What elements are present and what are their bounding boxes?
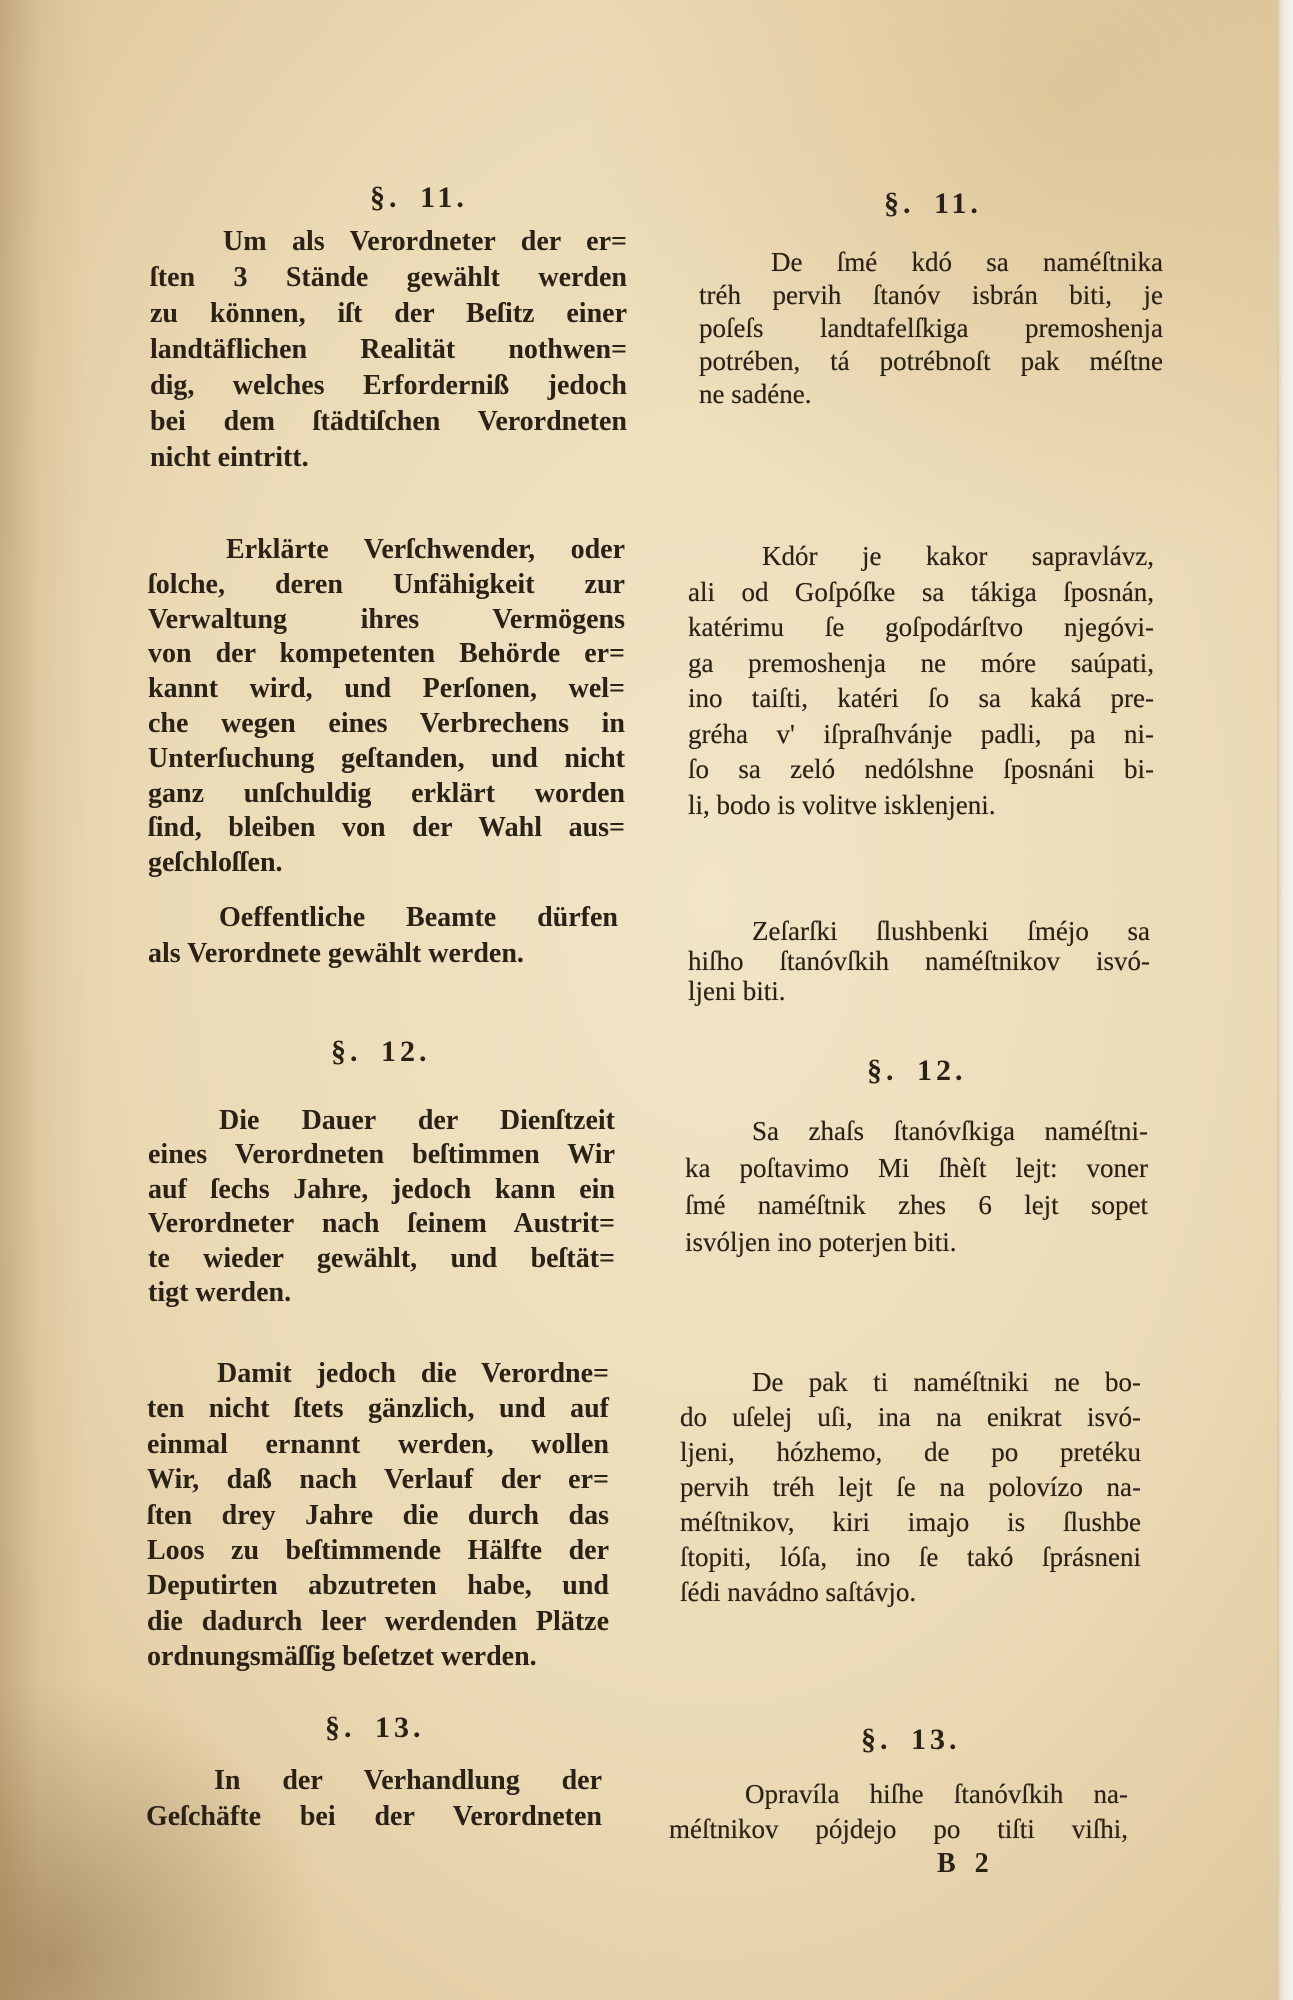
text-line: als Verordnete gewählt werden.: [148, 938, 524, 969]
text-line: ga premoshenja ne móre saúpati,: [688, 647, 1154, 678]
section-heading: §. 13.: [325, 1711, 425, 1744]
text-line: eines Verordneten beſtimmen Wir: [148, 1139, 615, 1171]
text-line: ten nicht ſtets gänzlich, und auf: [147, 1393, 609, 1425]
section-heading: §. 13.: [861, 1723, 961, 1756]
signature-mark: B 2: [937, 1848, 995, 1879]
text-line: pervih tréh lejt ſe na polovízo na-: [680, 1472, 1141, 1502]
text-line: ſind, bleiben von der Wahl aus=: [148, 812, 625, 844]
text-line: Die Dauer der Dienſtzeit: [219, 1105, 615, 1136]
paragraph: [147, 1356, 609, 1675]
text-line: geſchloſſen.: [148, 847, 283, 879]
section-heading: §. 12.: [331, 1035, 431, 1068]
text-line: isvóljen ino poterjen biti.: [685, 1227, 957, 1257]
text-line: ſédi navádno saſtávjo.: [680, 1577, 917, 1607]
paragraph: [148, 900, 618, 972]
text-line: ſmé naméſtnik zhes 6 lejt sopet: [685, 1190, 1148, 1220]
text-line: Damit jedoch die Verordne=: [217, 1358, 609, 1389]
text-line: einmal ernannt werden, wollen: [147, 1428, 609, 1460]
text-line: poſeſs landtafelſkiga premoshenja: [699, 313, 1163, 343]
text-line: potrében, tá potrébnoſt pak méſtne: [699, 346, 1163, 376]
paragraph: [699, 246, 1163, 411]
page-edge: [1277, 0, 1293, 2000]
text-line: ſtopiti, lóſa, ino ſe takó ſprásneni: [680, 1542, 1141, 1572]
text-line: Opravíla hiſhe ſtanóvſkih na-: [745, 1779, 1128, 1809]
section-heading: §. 11.: [370, 181, 468, 214]
text-line: Loos zu beſtimmende Hälfte der: [147, 1534, 609, 1566]
text-line: che wegen eines Verbrechens in: [148, 707, 625, 739]
text-line: ljeni, hózhemo, de po pretéku: [680, 1437, 1141, 1467]
text-line: ne sadéne.: [699, 379, 812, 409]
text-line: In der Verhandlung der: [214, 1765, 602, 1796]
text-line: dig, welches Erforderniß jedoch: [150, 370, 627, 401]
text-line: Wir, daß nach Verlauf der er=: [147, 1464, 609, 1496]
text-line: méſtnikov pójdejo po tiſti viſhi,: [669, 1814, 1128, 1844]
text-line: nicht eintritt.: [150, 442, 309, 473]
text-line: ka poſtavimo Mi ſhèſt lejt: voner: [685, 1153, 1148, 1183]
text-line: die dadurch leer werdenden Plätze: [147, 1605, 609, 1637]
text-line: ordnungsmäſſig beſetzet werden.: [147, 1641, 537, 1673]
paragraph: [146, 1763, 602, 1835]
paragraph: [148, 533, 625, 881]
text-line: Deputirten abzutreten habe, und: [147, 1570, 609, 1602]
text-line: zu können, iſt der Beſitz einer: [150, 298, 627, 329]
text-line: ali od Goſpóſke sa tákiga ſposnán,: [688, 576, 1154, 607]
text-line: kannt wird, und Perſonen, wel=: [148, 673, 625, 705]
text-line: bei dem ſtädtiſchen Verordneten: [150, 406, 627, 437]
text-line: von der kompetenten Behörde er=: [148, 638, 625, 670]
text-line: Um als Verordneter der er=: [223, 226, 627, 257]
text-line: katérimu ſe goſpodárſtvo njegóvi-: [688, 612, 1154, 642]
text-line: De pak ti naméſtniki ne bo-: [752, 1367, 1141, 1397]
text-line: auf ſechs Jahre, jedoch kann ein: [148, 1173, 615, 1205]
text-line: hiſho ſtanóvſkih naméſtnikov isvó-: [688, 946, 1150, 976]
text-line: tigt werden.: [148, 1276, 292, 1308]
text-line: ſten 3 Stände gewählt werden: [150, 262, 627, 293]
text-line: De ſmé kdó sa naméſtnika: [771, 247, 1163, 277]
paragraph: [669, 1777, 1128, 1847]
text-line: Zeſarſki ſlushbenki ſméjo sa: [752, 916, 1150, 946]
text-line: Oeffentliche Beamte dürfen: [219, 902, 618, 933]
text-line: landtäflichen Realität nothwen=: [150, 334, 627, 365]
text-line: Geſchäfte bei der Verordneten: [146, 1801, 602, 1832]
paragraph: [688, 539, 1154, 823]
text-line: te wieder gewählt, und beſtät=: [148, 1242, 615, 1274]
paragraph: [148, 1104, 615, 1310]
text-line: Verordneter nach ſeinem Austrit=: [148, 1208, 615, 1240]
text-line: li, bodo is volitve isklenjeni.: [688, 789, 996, 820]
text-line: méſtnikov, kiri imajo is ſlushbe: [680, 1507, 1141, 1537]
paragraph: [685, 1113, 1148, 1261]
text-line: ljeni biti.: [688, 976, 786, 1006]
paragraph: [150, 224, 627, 476]
text-line: Sa zhaſs ſtanóvſkiga naméſtni-: [752, 1116, 1148, 1146]
paragraph: [680, 1365, 1141, 1610]
paragraph: [688, 916, 1150, 1006]
section-heading: §. 12.: [867, 1054, 967, 1087]
text-line: ganz unſchuldig erklärt worden: [148, 777, 625, 809]
text-line: do uſelej uſi, ina na enikrat isvó-: [680, 1402, 1141, 1432]
text-line: ino taiſti, katéri ſo sa kaká pre-: [688, 683, 1154, 713]
text-line: ſo sa zeló nedólshne ſposnáni bi-: [688, 754, 1154, 784]
text-line: Kdór je kakor sapravlávz,: [762, 541, 1154, 571]
text-line: ſolche, deren Unfähigkeit zur: [148, 568, 625, 600]
text-line: Verwaltung ihres Vermögens: [148, 603, 625, 635]
section-heading: §. 11.: [884, 187, 982, 220]
text-line: tréh pervih ſtanóv isbrán biti, je: [699, 280, 1163, 310]
text-line: gréha v' iſpraſhvánje padli, pa ni-: [688, 718, 1154, 749]
text-line: ſten drey Jahre die durch das: [147, 1499, 609, 1531]
text-line: Unterſuchung geſtanden, und nicht: [148, 742, 625, 774]
text-line: Erklärte Verſchwender, oder: [226, 534, 625, 565]
